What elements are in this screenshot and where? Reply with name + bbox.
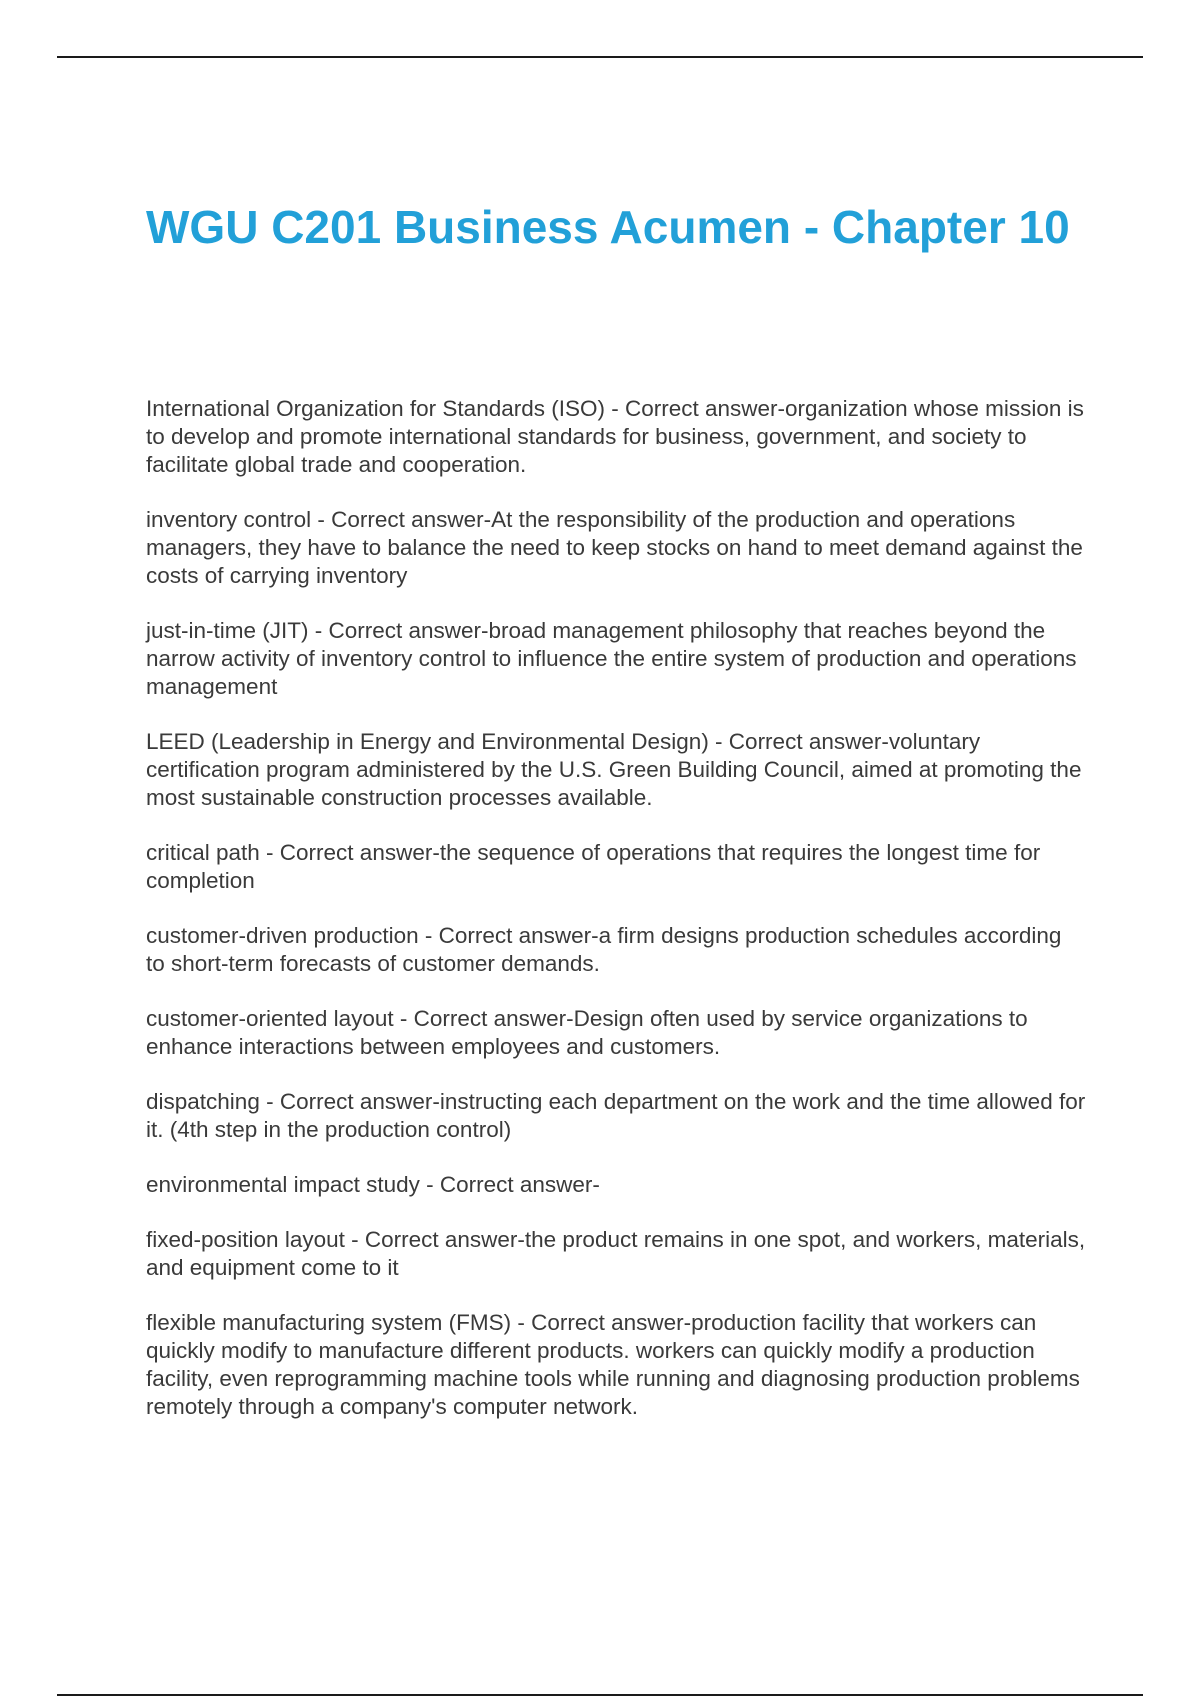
flashcard-list xyxy=(146,395,1086,1448)
top-divider xyxy=(57,56,1143,58)
flashcard-entry: inventory control - Correct answer-At the responsibility of the production and operations managers, they have to balance the need to keep stocks on hand to meet demand against the costs of carrying inventory xyxy=(146,507,1083,588)
flashcard-entry: just-in-time (JIT) - Correct answer-broad management philosophy that reaches beyond the narrow activity of inventory control to influence the entire system of production and operations management xyxy=(146,618,1077,699)
flashcard-entry: environmental impact study - Correct answer- xyxy=(146,1172,600,1197)
page-title: WGU C201 Business Acumen - Chapter 10 xyxy=(146,201,1070,253)
flashcard-entry: customer-oriented layout - Correct answer-Design often used by service organizations to enhance interactions between employees and customers. xyxy=(146,1006,1028,1059)
flashcard-entry: customer-driven production - Correct answer-a firm designs production schedules according to short-term forecasts of customer demands. xyxy=(146,923,1062,976)
flashcard-entry: critical path - Correct answer-the sequence of operations that requires the longest time for completion xyxy=(146,840,1041,893)
flashcard-entry: International Organization for Standards (ISO) - Correct answer-organization whose mission is to develop and promote international standards for business, government, and society to facilitate global trade and cooperation. xyxy=(146,396,1084,477)
bottom-divider xyxy=(57,1694,1143,1696)
flashcard-entry: LEED (Leadership in Energy and Environmental Design) - Correct answer-voluntary certification program administered by the U.S. Green Building Council, aimed at promoting the most sustainable construction processes available. xyxy=(146,729,1082,810)
flashcard-entry: flexible manufacturing system (FMS) - Correct answer-production facility that workers can quickly modify to manufacture different products. workers can quickly modify a production facility, even reprogramming machine tools while running and diagnosing production problems remotely through a company's computer network. xyxy=(146,1310,1080,1419)
flashcard-entry: fixed-position layout - Correct answer-the product remains in one spot, and workers, materials, and equipment come to it xyxy=(146,1227,1086,1280)
flashcard-entry: dispatching - Correct answer-instructing each department on the work and the time allowed for it. (4th step in the production control) xyxy=(146,1089,1086,1142)
